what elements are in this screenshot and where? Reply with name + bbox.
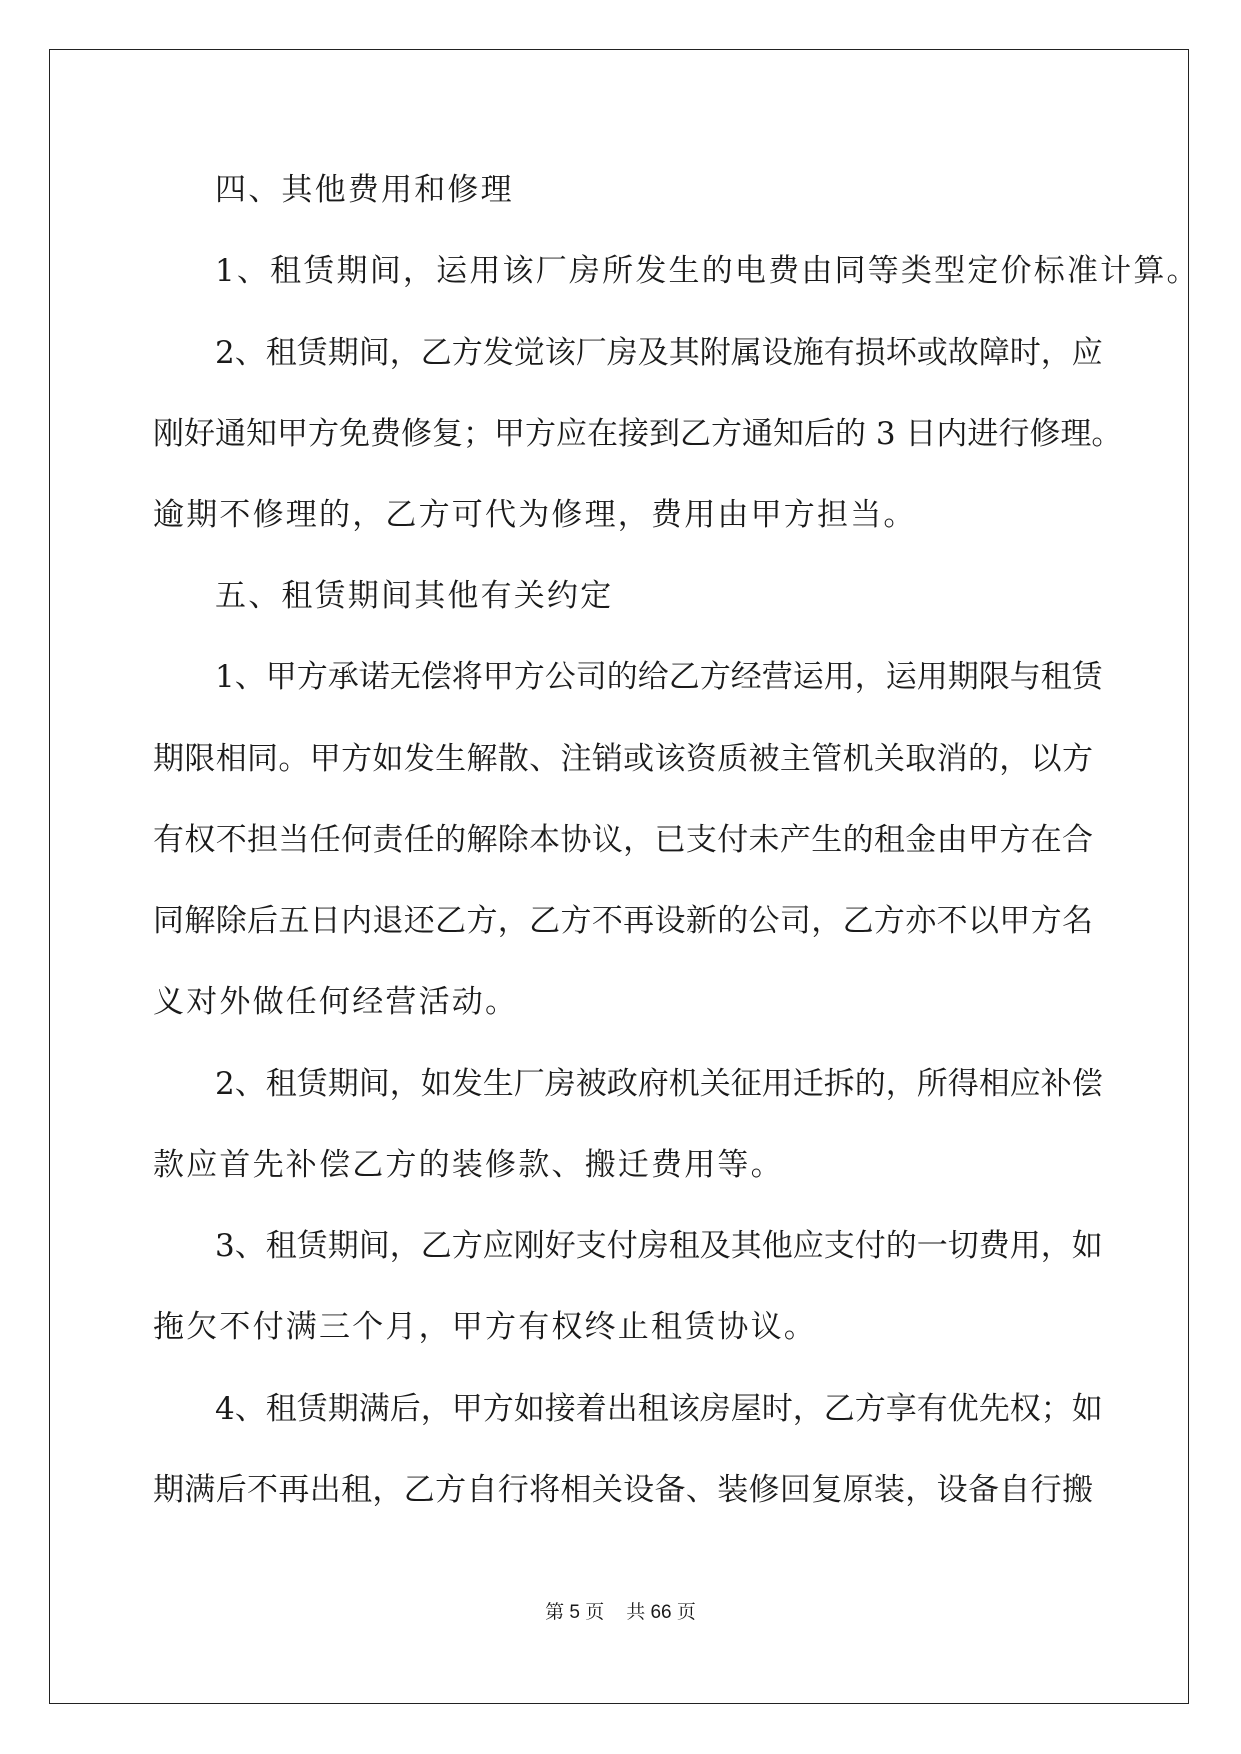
paragraph-line: 款应首先补偿乙方的装修款、搬迁费用等。 bbox=[153, 1147, 784, 1183]
paragraph-line: 同解除后五日内退还乙方，乙方不再设新的公司，乙方亦不以甲方名 bbox=[153, 903, 1093, 939]
paragraph-line: 2、租赁期间，如发生厂房被政府机关征用迁拆的，所得相应补偿 bbox=[215, 1066, 1103, 1102]
paragraph-line: 3、租赁期间，乙方应刚好支付房租及其他应支付的一切费用，如 bbox=[215, 1228, 1103, 1264]
page-footer bbox=[0, 1601, 1241, 1625]
paragraph-line: 有权不担当任何责任的解除本协议，已支付未产生的租金由甲方在合 bbox=[153, 822, 1093, 858]
paragraph-line: 期限相同。甲方如发生解散、注销或该资质被主管机关取消的，以方 bbox=[153, 741, 1093, 777]
paragraph-line: 义对外做任何经营活动。 bbox=[153, 984, 519, 1020]
paragraph-line: 1、甲方承诺无偿将甲方公司的给乙方经营运用，运用期限与租赁 bbox=[215, 659, 1103, 695]
section-heading-4: 四、其他费用和修理 bbox=[215, 172, 514, 208]
paragraph-line: 逾期不修理的，乙方可代为修理，费用由甲方担当。 bbox=[153, 497, 917, 533]
page-number: 第 5 页 bbox=[545, 1602, 605, 1623]
page-border bbox=[49, 49, 1200, 1704]
paragraph-line: 刚好通知甲方免费修复；甲方应在接到乙方通知后的 3 日内进行修理。 bbox=[153, 416, 1123, 452]
paragraph-line: 2、租赁期间，乙方发觉该厂房及其附属设施有损坏或故障时，应 bbox=[215, 335, 1103, 371]
page-total: 共 66 页 bbox=[626, 1602, 696, 1623]
section-heading-5: 五、租赁期间其他有关约定 bbox=[215, 578, 614, 614]
paragraph-line: 1、租赁期间，运用该厂房所发生的电费由同等类型定价标准计算。 bbox=[215, 253, 1200, 289]
paragraph-line: 拖欠不付满三个月，甲方有权终止租赁协议。 bbox=[153, 1309, 817, 1345]
paragraph-line: 期满后不再出租，乙方自行将相关设备、装修回复原装，设备自行搬 bbox=[153, 1472, 1093, 1508]
paragraph-line: 4、租赁期满后，甲方如接着出租该房屋时，乙方享有优先权；如 bbox=[215, 1391, 1103, 1427]
